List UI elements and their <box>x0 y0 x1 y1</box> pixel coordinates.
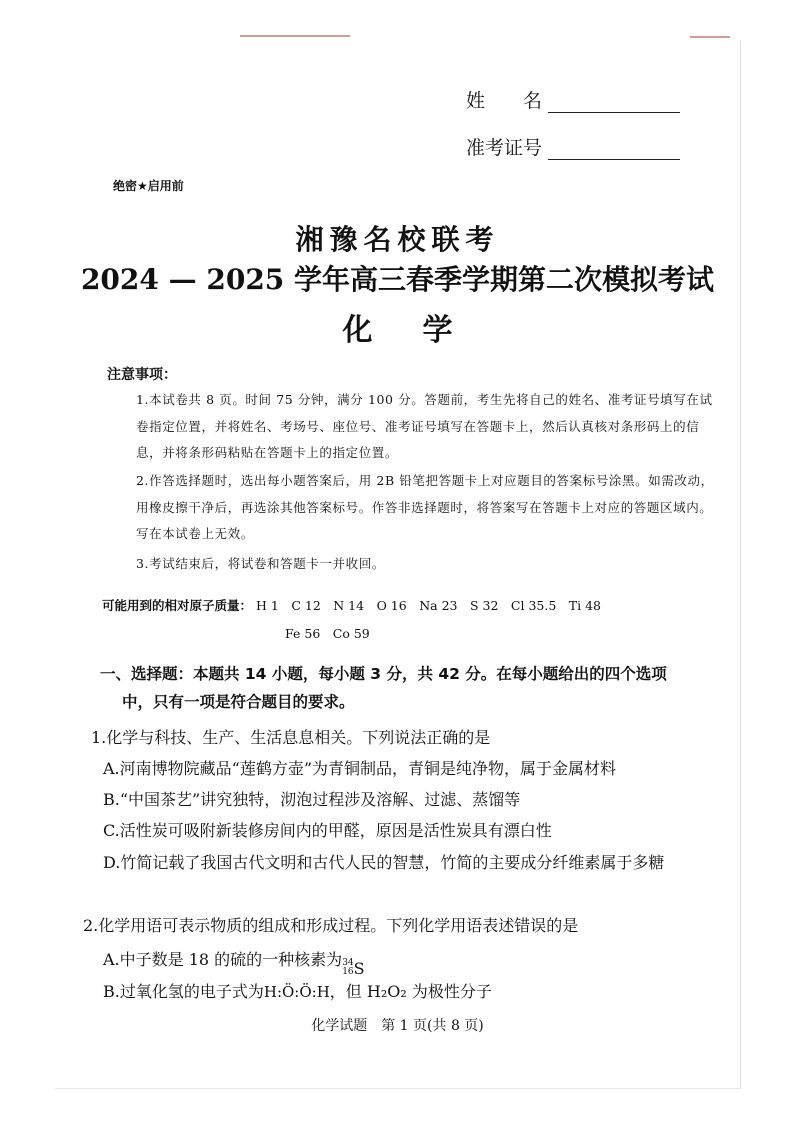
question-2-option-b-tail: ，但 H₂O₂ 为极性分子 <box>329 982 492 1001</box>
question-1-option-a: A.河南博物院藏品“莲鹤方壶”为青铜制品，青铜是纯净物，属于金属材料 <box>103 759 617 778</box>
question-2-stem: 2.化学用语可表示物质的组成和形成过程。下列化学用语表述错误的是 <box>83 916 579 935</box>
notice-item-2: 2.作答选择题时，选出每小题答案后，用 2B 铅笔把答题卡上对应题目的答案标号涂黑。如需改动，用橡皮擦干净后，再选涂其他答案标号。作答非选择题时，将答案写在答题卡上对应的答题区域内。写在本试卷上无效。 <box>136 473 714 541</box>
exam-id-field <box>466 133 680 160</box>
scan-mark-top-right <box>690 36 730 38</box>
atomic-masses-line1: H 1 C 12 N 14 O 16 Na 23 S 32 Cl 35.5 Ti 48 <box>256 598 602 613</box>
subject-title: 化学 <box>342 313 503 348</box>
scan-mark-top <box>240 35 350 37</box>
name-label: 姓 名 <box>466 90 543 112</box>
atomic-masses-label: 可能用到的相对原子质量： <box>102 598 253 613</box>
exam-id-input-line[interactable] <box>548 137 680 160</box>
question-2-option-b-text: B.过氧化氢的电子式为 <box>103 982 264 1001</box>
question-1-stem: 1.化学与科技、生产、生活息息相关。下列说法正确的是 <box>91 728 491 747</box>
exam-id-label: 准考证号 <box>466 137 543 159</box>
exam-union-title: 湘豫名校联考 <box>295 223 500 256</box>
atomic-masses-line2: Fe 56 Co 59 <box>285 626 370 641</box>
page-footer: 化学试题 第 1 页(共 8 页) <box>311 1018 484 1034</box>
notice-item-3: 3.考试结束后，将试卷和答题卡一并收回。 <box>136 556 385 571</box>
electron-formula: H:Ö:Ö:H <box>263 983 330 1001</box>
question-1-option-d: D.竹简记载了我国古代文明和古代人民的智慧，竹简的主要成分纤维素属于多糖 <box>103 853 665 872</box>
notice-heading: 注意事项： <box>107 367 177 383</box>
question-2-option-b <box>103 976 703 1008</box>
atomic-masses <box>102 592 722 641</box>
exam-title: 2024 — 2025 学年高三春季学期第二次模拟考试 <box>80 263 715 296</box>
question-1-option-b: B.“中国茶艺”讲究独特，沏泡过程涉及溶解、过滤、蒸馏等 <box>103 790 521 809</box>
name-input-line[interactable] <box>548 90 680 113</box>
question-1-option-c: C.活性炭可吸附新装修房间内的甲醛，原因是活性炭具有漂白性 <box>103 821 552 840</box>
notice-item-1: 1.本试卷共 8 页。时间 75 分钟，满分 100 分。答题前，考生先将自己的姓名、准考证号填写在试卷指定位置，并将姓名、考场号、座位号、准考证号填写在答题卡上，然后认真核对条形码上的信息，并将条形码粘贴在答题卡上的指定位置。 <box>136 392 713 460</box>
nuclide-atomic-number: 16 <box>342 967 354 977</box>
section-heading-line2: 中，只有一项是符合题目的要求。 <box>122 693 355 711</box>
nuclide-mass-number: 34 <box>342 958 354 968</box>
nuclide-symbol: S <box>353 958 365 978</box>
secret-mark: 绝密★启用前 <box>113 179 184 193</box>
question-2-option-a-text: A.中子数是 18 的硫的一种核素为 <box>103 950 343 969</box>
section-heading-line1: 一、选择题：本题共 14 小题，每小题 3 分，共 42 分。在每小题给出的四个选项 <box>100 665 667 683</box>
section-heading <box>100 660 740 716</box>
name-field <box>466 86 680 113</box>
